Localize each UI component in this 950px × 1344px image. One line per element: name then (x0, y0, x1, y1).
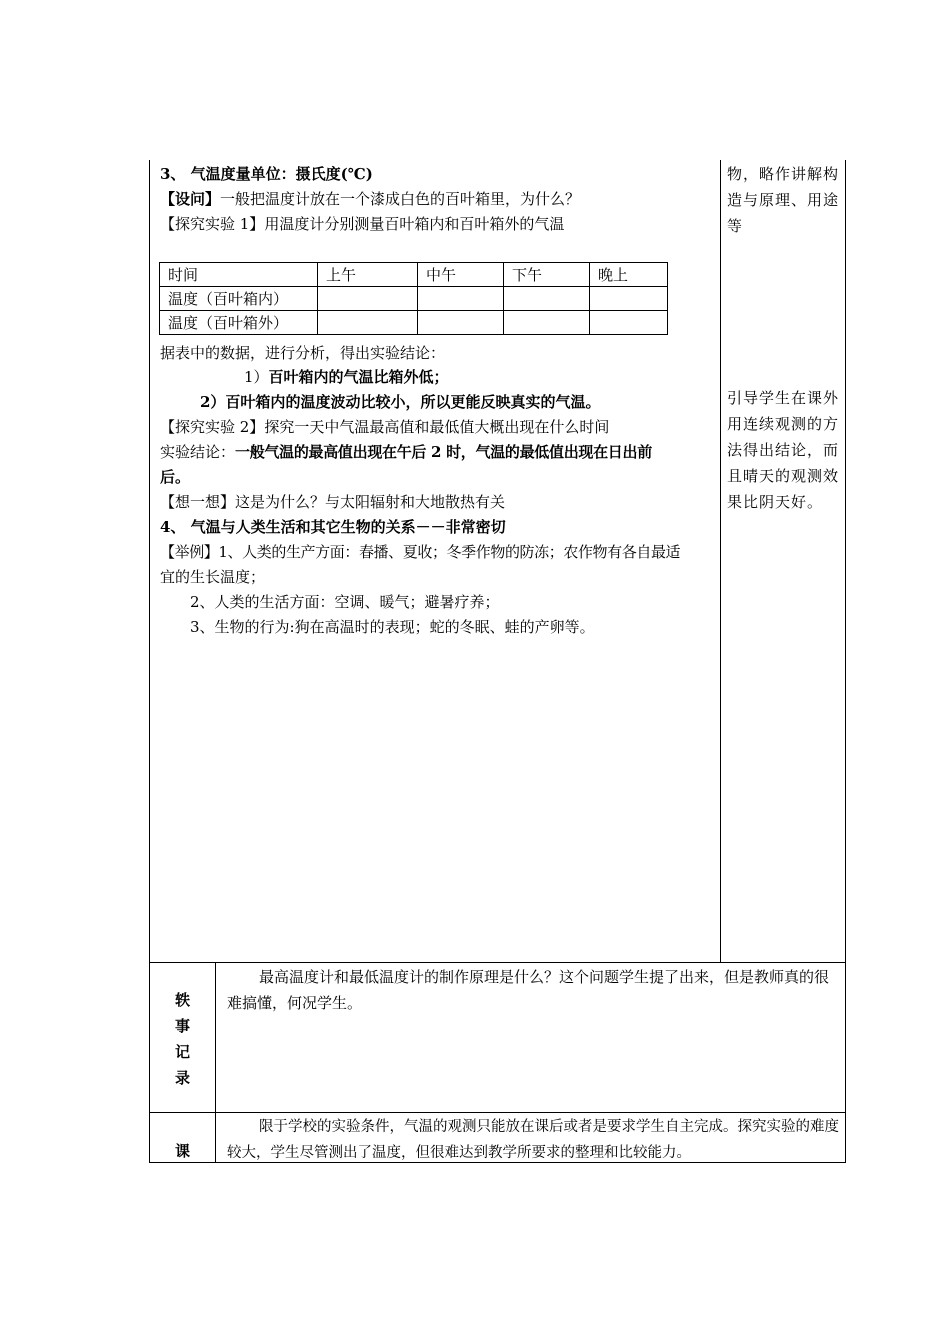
table-header-cell: 上午 (318, 263, 418, 287)
outer-right-border (845, 160, 846, 1163)
experiment-2-conclusion (160, 442, 652, 462)
table-cell (318, 287, 418, 311)
analysis-line: 据表中的数据，进行分析，得出实验结论： (160, 344, 446, 362)
table-cell (318, 311, 418, 335)
conclusion-1 (244, 367, 449, 387)
side-column-divider (720, 160, 721, 962)
anecdote-text: 最高温度计和最低温度计的制作原理是什么？这个问题学生提了出来，但是教师真的很难搞懂，何况学生。 (227, 968, 830, 1012)
anecdote-label-char: 记 (174, 1043, 190, 1061)
table-row (160, 311, 668, 335)
anecdote-label (150, 987, 215, 1091)
table-header-cell: 中午 (418, 263, 504, 287)
table-cell: 温度（百叶箱内） (160, 287, 318, 311)
question-tag: 【设问】 (160, 190, 221, 208)
table-header-row (160, 263, 668, 287)
heading-3: 3、 气温度量单位：摄氏度(℃) (160, 165, 373, 183)
temperature-table (159, 262, 668, 335)
experiment-1-line (160, 214, 564, 234)
think-text: 这是为什么？与太阳辐射和大地散热有关 (235, 493, 506, 511)
side-note-1: 物，略作讲解构造与原理、用途等 (727, 165, 840, 235)
table-cell (590, 287, 668, 311)
anecdote-label-char: 录 (174, 1069, 190, 1087)
experiment-1-tag: 【探究实验 1】 (160, 215, 265, 233)
experiment-2-conclusion-text: 一般气温的最高值出现在午后 2 时，气温的最低值出现在日出前 (235, 443, 652, 461)
table-cell: 温度（百叶箱外） (160, 311, 318, 335)
side-note-2: 引导学生在课外用连续观测的方法得出结论，而且晴天的观测效果比阴天好。 (727, 389, 840, 511)
example-2: 2、人类的生活方面：空调、暖气；避暑疗养； (190, 593, 500, 611)
table-header-cell: 下午 (504, 263, 590, 287)
think-line (160, 492, 505, 512)
table-cell (418, 311, 504, 335)
think-tag: 【想一想】 (160, 493, 236, 511)
table-row (160, 287, 668, 311)
example-line-1-cont: 宜的生长温度； (160, 568, 266, 586)
table-cell (418, 287, 504, 311)
table-cell (590, 311, 668, 335)
table-header-cell: 晚上 (590, 263, 668, 287)
experiment-2-tag: 【探究实验 2】 (160, 418, 265, 436)
experiment-1-text: 用温度计分别测量百叶箱内和百叶箱外的气温 (264, 215, 565, 233)
question-line (160, 189, 580, 209)
heading-4: 4、 气温与人类生活和其它生物的关系－－非常密切 (160, 518, 506, 536)
label-column-divider (215, 962, 216, 1162)
anecdote-label-char: 事 (174, 1017, 190, 1035)
experiment-2-conclusion-cont: 后。 (160, 468, 191, 486)
example-line-1: 【举例】1、人类的生产方面：春播、夏收；冬季作物的防冻；农作物有各自最适 (160, 543, 681, 561)
lesson-label: 课 (174, 1142, 190, 1160)
experiment-2-line (160, 417, 609, 437)
example-3: 3、生物的行为:狗在高温时的表现；蛇的冬眠、蛙的产卵等。 (190, 618, 595, 636)
experiment-2-conclusion-label: 实验结论： (160, 443, 236, 461)
anecdote-label-char: 轶 (174, 991, 190, 1009)
conclusion-2: 2）百叶箱内的温度波动比较小，所以更能反映真实的气温。 (200, 393, 601, 411)
conclusion-1-text: 百叶箱内的气温比箱外低； (268, 368, 449, 386)
table-cell (504, 311, 590, 335)
question-text: 一般把温度计放在一个漆成白色的百叶箱里，为什么？ (220, 190, 581, 208)
table-cell (504, 287, 590, 311)
row-divider-top (149, 962, 846, 963)
lesson-text: 限于学校的实验条件，气温的观测只能放在课后或者是要求学生自主完成。探究实验的难度较大，学生尽管测出了温度，但很难达到教学所要求的整理和比较能力。 (227, 1119, 839, 1161)
row-divider-middle (149, 1112, 846, 1113)
table-header-cell: 时间 (160, 263, 318, 287)
conclusion-1-number: 1） (244, 368, 269, 386)
experiment-2-text: 探究一天中气温最高值和最低值大概出现在什么时间 (264, 418, 610, 436)
